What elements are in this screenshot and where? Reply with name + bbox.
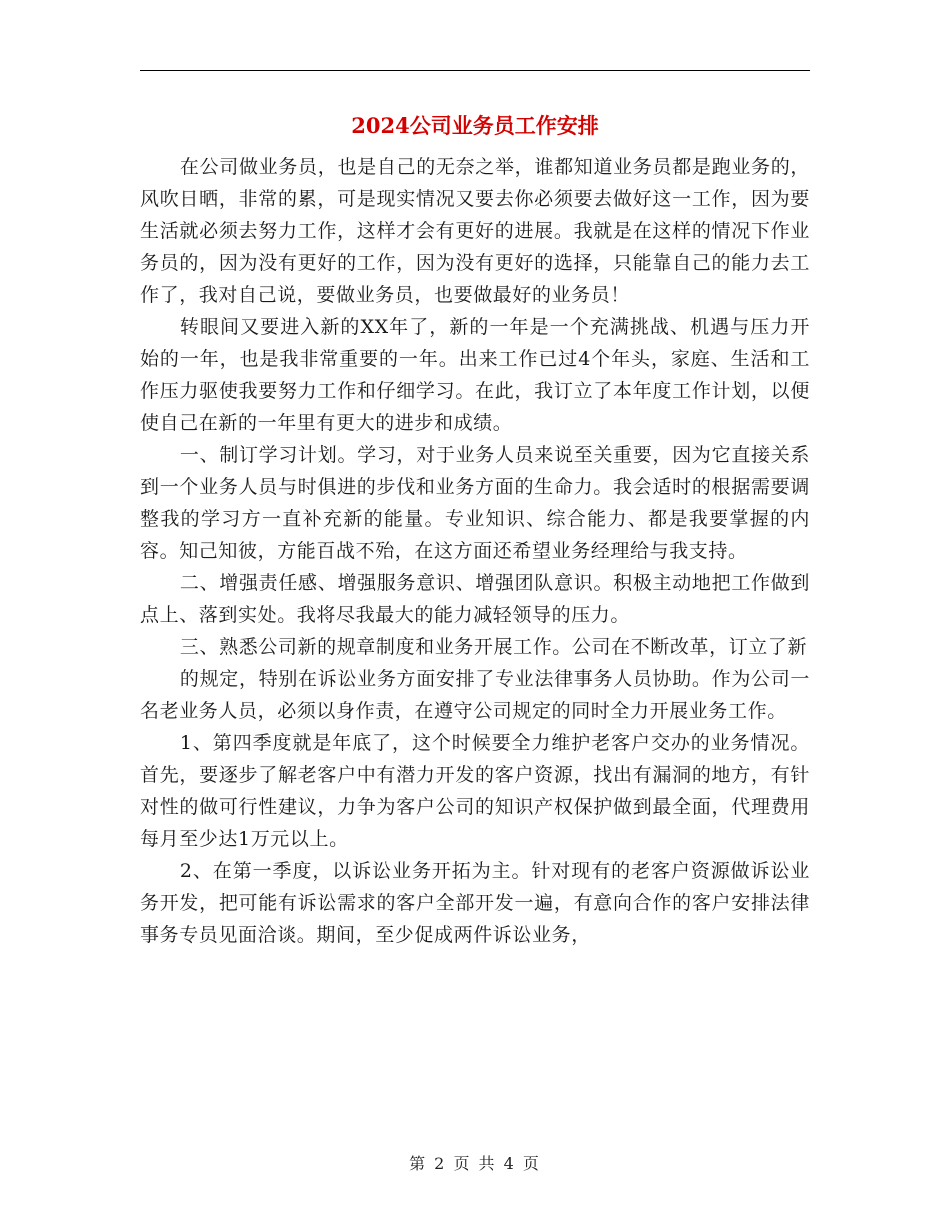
header-rule: [140, 70, 810, 71]
paragraph-q1: 2、在第一季度，以诉讼业务开拓为主。针对现有的老客户资源做诉讼业务开发，把可能有诉讼需求的客户全部开发一遍，有意向合作的客户安排法律事务专员见面洽谈。期间，至少促成两件诉讼业务，: [140, 860, 810, 946]
paragraph-intro: 在公司做业务员，也是自己的无奈之举，谁都知道业务员都是跑业务的，风吹日晒，非常的累，可是现实情况又要去你必须要去做好这一工作，因为要生活就必须去努力工作，这样才会有更好的进展。我就是在这样的情况下作业务员的，因为没有更好的工作，因为没有更好的选择，只能靠自己的能力去工作了，我对自己说，要做业务员，也要做最好的业务员！: [140, 156, 810, 306]
paragraph-rules-start: 三、熟悉公司新的规章制度和业务开展工作。公司在不断改革，订立了新: [179, 636, 808, 658]
document-body: [140, 151, 810, 951]
paragraph-q4: 1、第四季度就是年底了，这个时候要全力维护老客户交办的业务情况。首先，要逐步了解老客户中有潜力开发的客户资源，找出有漏洞的地方，有针对性的做可行性建议，力争为客户公司的知识产权保护做到最全面，代理费用每月至少达1万元以上。: [140, 732, 810, 850]
paragraph-new-year: 转眼间又要进入新的XX年了，新的一年是一个充满挑战、机遇与压力开始的一年，也是我非常重要的一年。出来工作已过4个年头，家庭、生活和工作压力驱使我要努力工作和仔细学习。在此，我订立了本年度工作计划，以便使自己在新的一年里有更大的进步和成绩。: [140, 316, 810, 434]
paragraph-study-plan: 一、制订学习计划。学习，对于业务人员来说至关重要，因为它直接关系到一个业务人员与时俱进的步伐和业务方面的生命力。我会适时的根据需要调整我的学习方一直补充新的能量。专业知识、综合能力、都是我要掌握的内容。知己知彼，方能百战不殆，在这方面还希望业务经理给与我支持。: [140, 444, 810, 562]
page-footer: 第 2 页 共 4 页: [409, 1154, 541, 1173]
document-title: 2024公司业务员工作安排: [351, 113, 599, 138]
paragraph-responsibility: 二、增强责任感、增强服务意识、增强团队意识。积极主动地把工作做到点上、落到实处。我将尽我最大的能力减轻领导的压力。: [140, 572, 810, 626]
paragraph-rules-continued: 的规定，特别在诉讼业务方面安排了专业法律事务人员协助。作为公司一名老业务人员，必须以身作责，在遵守公司规定的同时全力开展业务工作。: [140, 668, 810, 722]
